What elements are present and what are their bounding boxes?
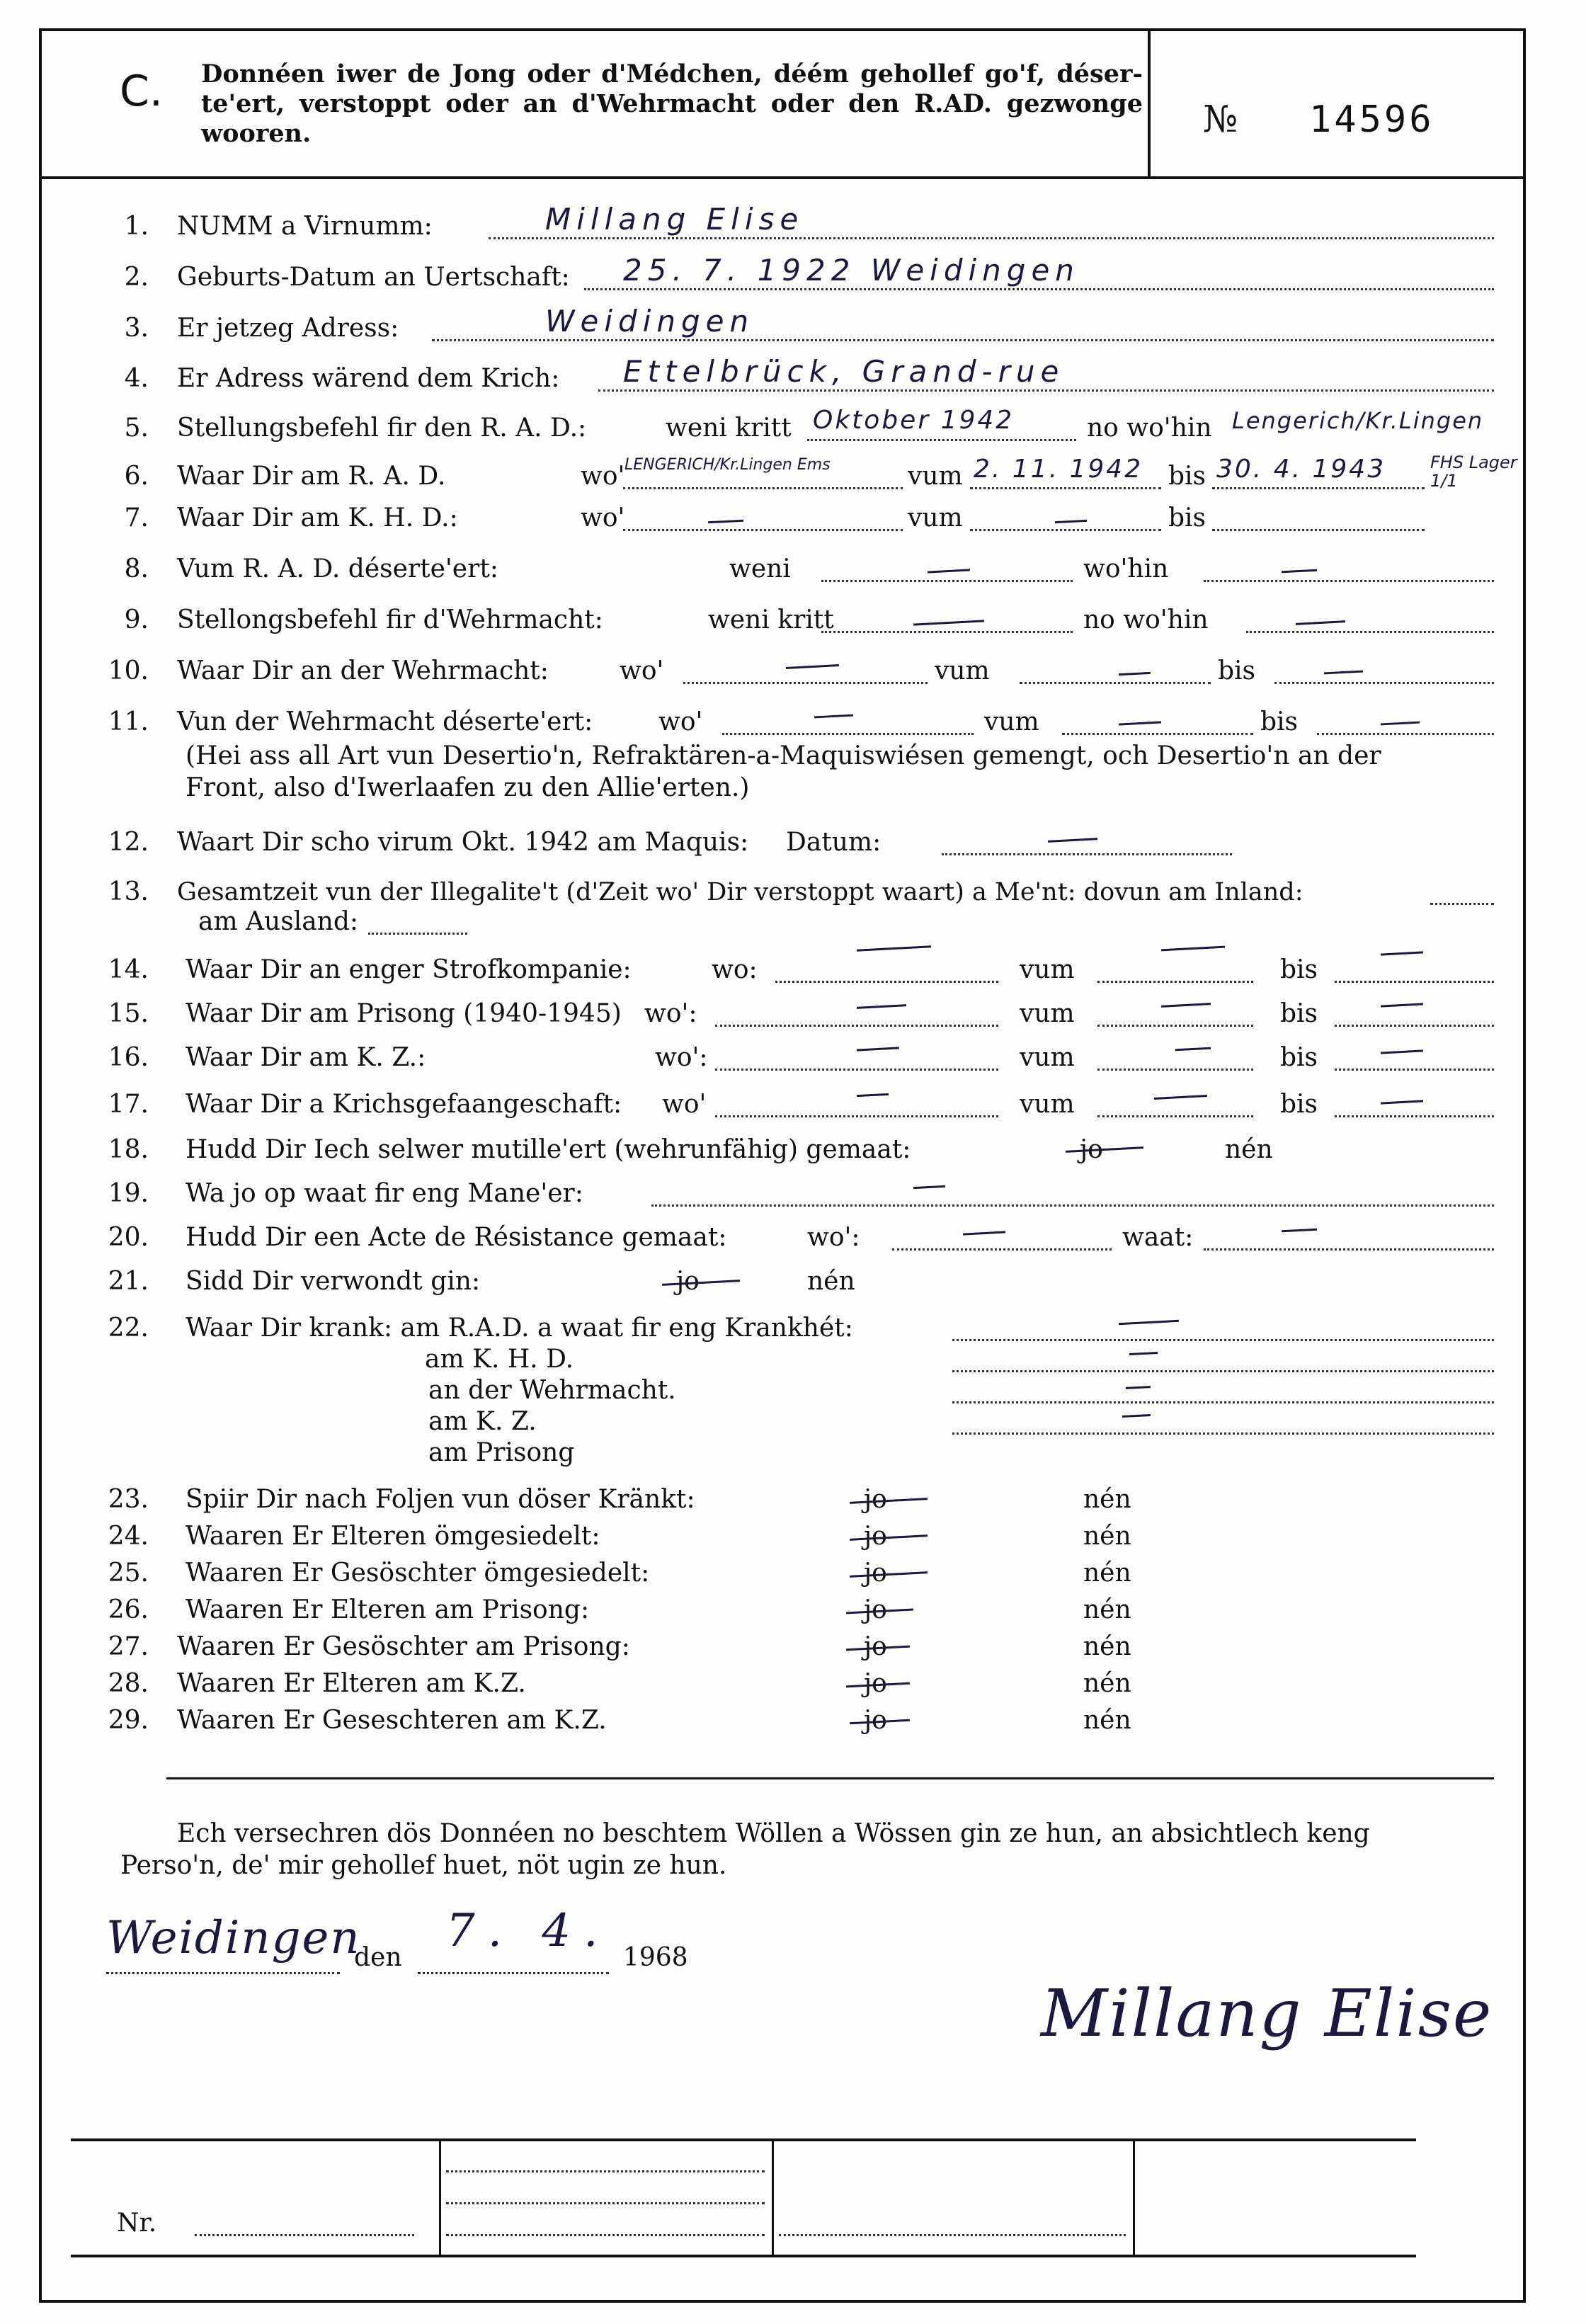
row-number: 6. bbox=[124, 462, 149, 491]
signing-place: Weidingen bbox=[106, 1912, 361, 1964]
nen-option: nén bbox=[1083, 1595, 1131, 1624]
wo-label: wo' bbox=[620, 656, 664, 685]
fill-line bbox=[722, 733, 974, 735]
wo-label: wo' bbox=[581, 462, 625, 491]
nen-option: nén bbox=[1083, 1559, 1131, 1588]
row-label: Vum R. A. D. déserte'ert: bbox=[177, 554, 498, 583]
bis-label: bis bbox=[1168, 503, 1206, 532]
row-label: Stellungsbefehl fir den R. A. D.: bbox=[177, 414, 587, 443]
fill-line bbox=[651, 1204, 1494, 1207]
fill-line bbox=[584, 288, 1494, 290]
jo-option: jo bbox=[1080, 1135, 1103, 1164]
wo-label: wo': bbox=[807, 1223, 860, 1252]
wo-label: wo: bbox=[712, 955, 758, 984]
signing-date: 7. 4. bbox=[446, 1905, 611, 1957]
row-number: 16. bbox=[108, 1043, 149, 1072]
row-sub-label: an der Wehrmacht. bbox=[428, 1376, 676, 1405]
bis-label: bis bbox=[1280, 1043, 1318, 1072]
wohin-label: no wo'hin bbox=[1083, 605, 1209, 634]
row-number: 5. bbox=[124, 414, 149, 443]
row-label: Waaren Er Geseschteren am K.Z. bbox=[177, 1706, 607, 1735]
row-sub-label: am Ausland: bbox=[198, 907, 359, 936]
row-label: Waart Dir scho virum Okt. 1942 am Maquis: bbox=[177, 828, 749, 857]
fill-line bbox=[1430, 903, 1494, 905]
form-number: 14596 bbox=[1309, 98, 1434, 141]
section-divider bbox=[166, 1777, 1494, 1779]
fill-line bbox=[807, 439, 1076, 441]
fill-line bbox=[106, 1972, 340, 1974]
fill-line bbox=[1204, 580, 1494, 582]
row-label: Er jetzeg Adress: bbox=[177, 314, 399, 343]
vum-label: vum bbox=[1020, 1090, 1075, 1119]
row-number: 24. bbox=[108, 1522, 149, 1551]
fill-line bbox=[432, 339, 1494, 341]
row-label: Spiir Dir nach Foljen vun döser Kränkt: bbox=[186, 1485, 695, 1514]
row-label: Waaren Er Elteren am Prisong: bbox=[186, 1595, 590, 1624]
fill-line bbox=[446, 2170, 765, 2172]
fill-line bbox=[1212, 487, 1425, 489]
fill-line bbox=[623, 529, 903, 531]
nr-label: Nr. bbox=[117, 2209, 157, 2238]
war-address-value: Ettelbrück, Grand-rue bbox=[623, 354, 1065, 389]
row-number: 8. bbox=[124, 554, 149, 583]
fill-line bbox=[1317, 733, 1494, 735]
vum-label: vum bbox=[1020, 955, 1075, 984]
row-label: Waar Dir am K. H. D.: bbox=[177, 503, 458, 532]
jo-option: jo bbox=[864, 1595, 887, 1624]
row-note: Front, also d'Iwerlaafen zu den Allie'erten.) bbox=[186, 773, 750, 802]
fill-line bbox=[446, 2234, 765, 2236]
fill-line bbox=[489, 237, 1494, 239]
fill-line bbox=[1062, 733, 1253, 735]
fill-line bbox=[942, 853, 1232, 855]
row-number: 29. bbox=[108, 1706, 149, 1735]
row-label: Waaren Er Elteren ömgesiedelt: bbox=[186, 1522, 600, 1551]
row-label: Waar Dir am K. Z.: bbox=[186, 1043, 426, 1072]
fill-line bbox=[1274, 682, 1494, 684]
jo-option: jo bbox=[864, 1522, 887, 1551]
row-number: 19. bbox=[108, 1179, 149, 1208]
row-label: Waaren Er Gesöschter ömgesiedelt: bbox=[186, 1559, 650, 1588]
row-sub-label: am K. Z. bbox=[428, 1407, 537, 1436]
nen-option: nén bbox=[1083, 1706, 1131, 1735]
row-number: 26. bbox=[108, 1595, 149, 1624]
row-label: Waar Dir an der Wehrmacht: bbox=[177, 656, 549, 685]
jo-option: jo bbox=[864, 1632, 887, 1661]
footer-divider bbox=[1133, 2138, 1135, 2255]
row-label: Hudd Dir Iech selwer mutille'ert (wehrunfähig) gemaat: bbox=[186, 1135, 911, 1164]
wo-label: wo' bbox=[581, 503, 625, 532]
fill-line bbox=[598, 389, 1494, 392]
bis-label: bis bbox=[1280, 1090, 1318, 1119]
weni-label: weni kritt bbox=[708, 605, 834, 634]
row-label: Waaren Er Elteren am K.Z. bbox=[177, 1669, 526, 1698]
fill-line bbox=[368, 933, 467, 935]
fill-line bbox=[970, 529, 1161, 531]
row-number: 18. bbox=[108, 1135, 149, 1164]
datum-label: Datum: bbox=[786, 828, 882, 857]
row-note: (Hei ass all Art vun Desertio'n, Refraktären-a-Maquiswiésen gemengt, och Desertio'n an der bbox=[186, 741, 1381, 770]
jo-option: jo bbox=[864, 1706, 887, 1735]
fill-line bbox=[1335, 1115, 1494, 1117]
signing-year: 1968 bbox=[623, 1943, 688, 1972]
vum-label: vum bbox=[984, 707, 1039, 736]
nen-option: nén bbox=[807, 1267, 855, 1296]
rad-place: LENGERICH/Kr.Lingen Ems bbox=[624, 456, 831, 474]
row-label: Geburts-Datum an Uertschaft: bbox=[177, 263, 570, 292]
rad-to: 30. 4. 1943 bbox=[1216, 455, 1386, 484]
name-value: Millang Elise bbox=[545, 202, 804, 237]
header-title: Donnéen iwer de Jong oder d'Médchen, déém gehollef go'f, déser-te'ert, verstoppt oder an d'Wehrmacht oder den R.AD. gezwonge wooren. bbox=[201, 59, 1143, 148]
wohin-label: no wo'hin bbox=[1087, 414, 1212, 443]
row-sub-label: am Prisong bbox=[428, 1438, 575, 1467]
row-number: 27. bbox=[108, 1632, 149, 1661]
fill-line bbox=[970, 487, 1161, 489]
row-number: 11. bbox=[108, 707, 149, 736]
wo-label: wo' bbox=[658, 707, 703, 736]
jo-option: jo bbox=[864, 1669, 887, 1698]
row-number: 15. bbox=[108, 999, 149, 1028]
fill-line bbox=[1335, 981, 1494, 983]
fill-line bbox=[1020, 682, 1211, 684]
rad-from: 2. 11. 1942 bbox=[974, 455, 1143, 484]
number-symbol: № bbox=[1203, 98, 1238, 141]
row-number: 3. bbox=[124, 314, 149, 343]
waat-label: waat: bbox=[1122, 1223, 1194, 1252]
bis-label: bis bbox=[1280, 999, 1318, 1028]
fill-line bbox=[892, 1248, 1112, 1251]
row-label: Waar Dir a Krichsgefaangeschaft: bbox=[186, 1090, 622, 1119]
nen-option: nén bbox=[1083, 1485, 1131, 1514]
row-label: Sidd Dir verwondt gin: bbox=[186, 1267, 481, 1296]
row-number: 14. bbox=[108, 955, 149, 984]
rad-order-place: Lengerich/Kr.Lingen bbox=[1232, 407, 1484, 434]
row-label: NUMM a Virnumm: bbox=[177, 212, 433, 241]
wo-label: wo': bbox=[655, 1043, 708, 1072]
fill-line bbox=[821, 580, 1073, 582]
row-number: 1. bbox=[124, 212, 149, 241]
footer-divider bbox=[439, 2138, 441, 2255]
section-letter: C. bbox=[120, 67, 163, 116]
row-number: 21. bbox=[108, 1267, 149, 1296]
row-number: 23. bbox=[108, 1485, 149, 1514]
jo-option: jo bbox=[864, 1485, 887, 1514]
row-number: 4. bbox=[124, 364, 149, 393]
row-number: 2. bbox=[124, 263, 149, 292]
row-label: Er Adress wärend dem Krich: bbox=[177, 364, 560, 393]
fill-line bbox=[1097, 1115, 1253, 1117]
fill-line bbox=[1204, 1248, 1494, 1251]
row-label: Waar Dir an enger Strofkompanie: bbox=[186, 955, 632, 984]
wo-label: wo': bbox=[644, 999, 697, 1028]
vum-label: vum bbox=[908, 503, 963, 532]
fill-line bbox=[779, 2234, 1126, 2236]
vum-label: vum bbox=[935, 656, 990, 685]
bis-label: bis bbox=[1218, 656, 1256, 685]
row-label: Stellongsbefehl fir d'Wehrmacht: bbox=[177, 605, 603, 634]
fill-line bbox=[715, 1115, 998, 1117]
rad-note: FHS Lager 1/1 bbox=[1430, 452, 1517, 491]
row-number: 20. bbox=[108, 1223, 149, 1252]
bis-label: bis bbox=[1168, 462, 1206, 491]
row-label: Waar Dir am Prisong (1940-1945) bbox=[186, 999, 622, 1028]
footer-table bbox=[71, 2138, 1416, 2257]
nen-option: nén bbox=[1083, 1522, 1131, 1551]
row-number: 28. bbox=[108, 1669, 149, 1698]
den-label: den bbox=[354, 1943, 402, 1972]
wohin-label: wo'hin bbox=[1083, 554, 1169, 583]
bis-label: bis bbox=[1260, 707, 1299, 736]
row-label: Gesamtzeit vun der Illegalite't (d'Zeit wo' Dir verstoppt waart) a Me'nt: dovun am Inland: bbox=[177, 878, 1303, 906]
weni-label: weni kritt bbox=[666, 414, 792, 443]
fill-line bbox=[1246, 631, 1494, 633]
fill-line bbox=[683, 682, 928, 684]
row-label: Waar Dir am R. A. D. bbox=[177, 462, 446, 491]
row-label: Waar Dir krank: am R.A.D. a waat fir eng Krankhét: bbox=[186, 1314, 853, 1343]
wo-label: wo' bbox=[662, 1090, 707, 1119]
vum-label: vum bbox=[1020, 1043, 1075, 1072]
footer-divider bbox=[772, 2138, 774, 2255]
nen-option: nén bbox=[1083, 1632, 1131, 1661]
fill-line bbox=[623, 487, 903, 489]
fill-line bbox=[1335, 1069, 1494, 1071]
fill-line bbox=[195, 2234, 414, 2236]
row-number: 25. bbox=[108, 1559, 149, 1588]
address-value: Weidingen bbox=[545, 304, 755, 338]
row-number: 13. bbox=[108, 877, 149, 906]
fill-line bbox=[775, 981, 998, 983]
fill-line bbox=[1097, 1025, 1253, 1027]
row-number: 12. bbox=[108, 828, 149, 857]
row-number: 10. bbox=[108, 656, 149, 685]
header-divider bbox=[1148, 31, 1151, 176]
fill-line bbox=[446, 2202, 765, 2204]
signature: Millang Elise bbox=[1041, 1976, 1493, 2051]
row-number: 17. bbox=[108, 1090, 149, 1119]
row-number: 7. bbox=[124, 503, 149, 532]
form-header bbox=[42, 31, 1523, 179]
nen-option: nén bbox=[1225, 1135, 1273, 1164]
weni-label: weni bbox=[729, 554, 791, 583]
fill-line bbox=[1097, 981, 1253, 983]
declaration-line: Ech versechren dös Donnéen no beschtem Wöllen a Wössen gin ze hun, an absichtlech keng bbox=[177, 1819, 1370, 1848]
row-label: Hudd Dir een Acte de Résistance gemaat: bbox=[186, 1223, 727, 1252]
fill-line bbox=[821, 631, 1073, 633]
row-label: Wa jo op waat fir eng Mane'er: bbox=[186, 1179, 583, 1208]
bis-label: bis bbox=[1280, 955, 1318, 984]
row-number: 9. bbox=[124, 605, 149, 634]
fill-line bbox=[1097, 1069, 1253, 1071]
fill-line bbox=[1335, 1025, 1494, 1027]
fill-line bbox=[952, 1432, 1494, 1435]
birth-value: 25. 7. 1922 Weidingen bbox=[623, 253, 1080, 287]
row-label: Waaren Er Gesöschter am Prisong: bbox=[177, 1632, 630, 1661]
jo-option: jo bbox=[676, 1267, 700, 1296]
nen-option: nén bbox=[1083, 1669, 1131, 1698]
row-number: 22. bbox=[108, 1314, 149, 1343]
fill-line bbox=[952, 1339, 1494, 1341]
row-label: Vun der Wehrmacht déserte'ert: bbox=[177, 707, 593, 736]
row-sub-label: am K. H. D. bbox=[425, 1345, 574, 1374]
fill-line bbox=[715, 1025, 998, 1027]
rad-order-date: Oktober 1942 bbox=[813, 406, 1015, 435]
fill-line bbox=[715, 1069, 998, 1071]
vum-label: vum bbox=[1020, 999, 1075, 1028]
fill-line bbox=[1212, 529, 1425, 531]
fill-line bbox=[952, 1370, 1494, 1372]
vum-label: vum bbox=[908, 462, 963, 491]
fill-line bbox=[952, 1401, 1494, 1403]
declaration-line: Perso'n, de' mir gehollef huet, nöt ugin ze hun. bbox=[120, 1851, 727, 1880]
jo-option: jo bbox=[864, 1559, 887, 1588]
fill-line bbox=[418, 1972, 609, 1974]
